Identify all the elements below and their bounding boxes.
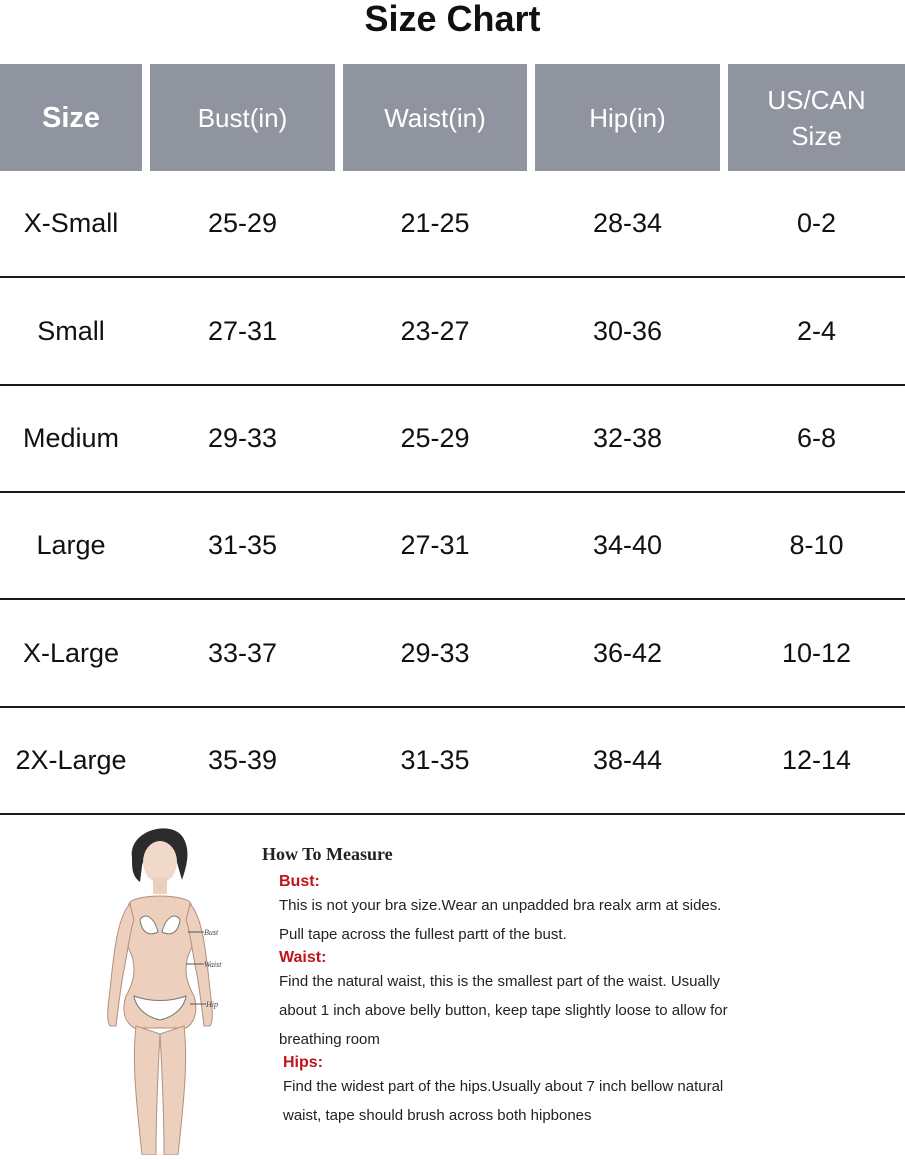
bust-figure-label: Bust — [204, 928, 219, 937]
table-row — [0, 171, 905, 278]
waist-figure-label: Waist — [204, 960, 222, 969]
us-can-cell: 6-8 — [796, 423, 837, 453]
waist-cell: 29-33 — [400, 638, 470, 668]
hip-cell: 28-34 — [592, 208, 663, 238]
body-measurement-figure — [70, 820, 260, 1155]
size-cell: X-Large — [22, 638, 120, 668]
size-cell: Small — [37, 316, 105, 346]
table-row — [0, 601, 905, 708]
waist-label: Waist: — [279, 949, 327, 966]
bust-cell: 35-39 — [207, 745, 278, 775]
hip-cell: 36-42 — [592, 638, 663, 668]
size-cell: 2X-Large — [15, 745, 127, 775]
bust-cell: 27-31 — [207, 316, 278, 346]
hips-label: Hips: — [283, 1054, 323, 1071]
bust-label: Bust: — [279, 873, 320, 890]
waist-cell: 27-31 — [400, 530, 470, 560]
hip-cell: 38-44 — [592, 745, 663, 775]
waist-cell: 31-35 — [400, 745, 470, 775]
table-row — [0, 279, 905, 386]
header-hip: Hip(in) — [535, 64, 720, 171]
us-can-cell: 12-14 — [781, 745, 852, 775]
how-to-measure-section — [0, 818, 905, 1155]
header-waist: Waist(in) — [343, 64, 527, 171]
table-row — [0, 386, 905, 493]
bust-instruction-line: Pull tape across the fullest partt of the bust. — [279, 926, 567, 943]
waist-cell: 21-25 — [400, 208, 470, 238]
bust-instruction-line: This is not your bra size.Wear an unpadded bra realx arm at sides. — [279, 897, 722, 914]
table-row — [0, 708, 905, 815]
waist-cell: 23-27 — [400, 316, 470, 346]
hip-cell: 34-40 — [592, 530, 663, 560]
us-can-cell: 2-4 — [796, 316, 837, 346]
size-cell: Medium — [22, 423, 120, 453]
measure-title: How To Measure — [262, 844, 393, 864]
bust-cell: 31-35 — [207, 530, 278, 560]
bust-cell: 29-33 — [207, 423, 278, 453]
hips-instruction-line: Find the widest part of the hips.Usually about 7 inch bellow natural — [283, 1078, 724, 1095]
table-row — [0, 493, 905, 600]
header-bust: Bust(in) — [150, 64, 335, 171]
us-can-cell: 0-2 — [796, 208, 837, 238]
us-can-cell: 10-12 — [781, 638, 852, 668]
table-header — [0, 64, 905, 171]
waist-cell: 25-29 — [400, 423, 470, 453]
bust-cell: 25-29 — [207, 208, 278, 238]
waist-instruction-line: about 1 inch above belly button, keep tape slightly loose to allow for — [279, 1002, 728, 1019]
size-cell: X-Small — [23, 208, 119, 238]
hips-instruction-line: waist, tape should brush across both hipbones — [283, 1107, 592, 1124]
body-figure-illustration — [70, 820, 260, 1155]
header-size: Size — [0, 64, 142, 171]
header-us-can-size-label: US/CAN Size — [767, 84, 866, 151]
hip-cell: 30-36 — [592, 316, 663, 346]
us-can-cell: 8-10 — [789, 530, 844, 560]
hip-cell: 32-38 — [592, 423, 663, 453]
hip-figure-label: Hip — [206, 1000, 218, 1009]
size-cell: Large — [36, 530, 106, 560]
waist-instruction-line: Find the natural waist, this is the smallest part of the waist. Usually — [279, 973, 721, 990]
waist-instruction-line: breathing room — [279, 1031, 380, 1048]
page-title: Size Chart — [364, 0, 541, 39]
bust-cell: 33-37 — [207, 638, 278, 668]
measure-instructions — [262, 844, 902, 1130]
header-us-can-size — [728, 64, 905, 171]
